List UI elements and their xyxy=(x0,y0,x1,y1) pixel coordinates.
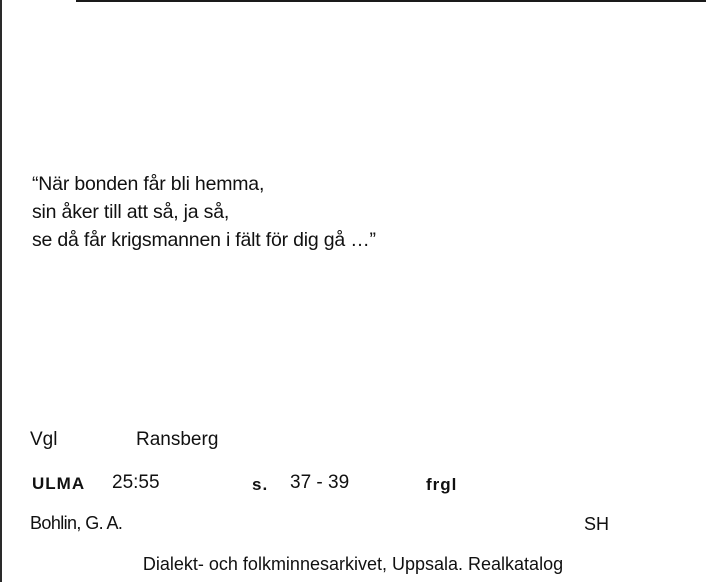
page-range: 37 - 39 xyxy=(290,472,350,493)
archive-code: ULMA xyxy=(32,474,86,493)
archive-number: 25:55 xyxy=(112,472,160,493)
card-left-edge xyxy=(0,0,2,582)
verse-line-2: sin åker till att så, ja så, xyxy=(32,201,230,223)
place-name: Ransberg xyxy=(136,429,219,450)
type-code: frgl xyxy=(426,475,458,494)
verse-line-3: se då får krigsmannen i fält för dig gå …” xyxy=(32,229,376,251)
card-top-edge xyxy=(76,0,706,2)
page-prefix: s. xyxy=(252,475,269,494)
region-code: Vgl xyxy=(30,429,58,450)
verse-quote xyxy=(32,170,376,254)
verse-line-1: “När bonden får bli hemma, xyxy=(32,173,265,195)
collector-name: Bohlin, G. A. xyxy=(30,513,123,533)
signature: SH xyxy=(584,514,610,534)
archive-footer: Dialekt- och folkminnesarkivet, Uppsala. Realkatalog xyxy=(142,554,564,574)
